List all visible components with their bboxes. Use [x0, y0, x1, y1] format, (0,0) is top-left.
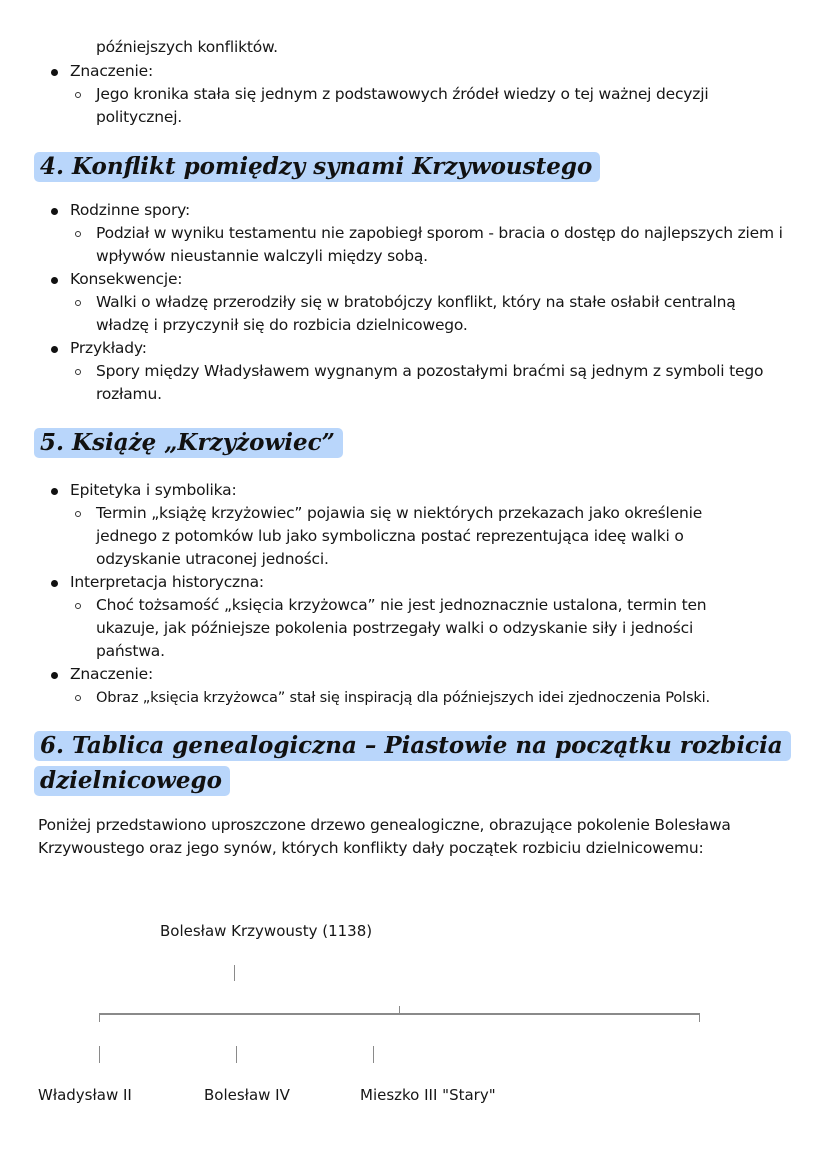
- circle-bullet-icon: [75, 300, 81, 306]
- bullet-icon: [51, 488, 58, 495]
- section-6-heading: [34, 731, 791, 761]
- tree-connector-child-1: [99, 1046, 100, 1063]
- item-label: Epitetyka i symbolika:: [70, 481, 237, 499]
- tree-child-label: Mieszko III "Stary": [360, 1086, 496, 1104]
- bullet-icon: [51, 672, 58, 679]
- circle-bullet-icon: [75, 369, 81, 375]
- circle-bullet-icon: [75, 231, 81, 237]
- bullet-icon: [51, 346, 58, 353]
- list-item: [48, 663, 808, 709]
- bullet-icon: [51, 580, 58, 587]
- circle-bullet-icon: [75, 511, 81, 517]
- list-item: [48, 268, 808, 337]
- section-6-heading-line-1: 6. Tablica genealogiczna – Piastowie na początku rozbicia: [34, 731, 791, 761]
- tree-root-label: Bolesław Krzywousty (1138): [160, 922, 373, 940]
- section-5-heading: [34, 428, 343, 458]
- sub-item-text: Jego kronika stała się jednym z podstawowych źródeł wiedzy o tej ważnej decyzji politycznej.: [96, 85, 709, 126]
- sub-item-text: Obraz „księcia krzyżowca” stał się inspiracją dla późniejszych idei zjednoczenia Polski.: [96, 689, 710, 706]
- item-label: Rodzinne spory:: [70, 201, 190, 219]
- continuation-list: [48, 60, 808, 129]
- tree-connector-child-2: [236, 1046, 237, 1063]
- section-5-heading-text: 5. Książę „Krzyżowiec”: [34, 428, 343, 458]
- section-6-heading-line-2: dzielnicowego: [34, 766, 230, 796]
- list-item: [48, 199, 808, 268]
- list-item: [48, 60, 808, 129]
- bullet-icon: [51, 277, 58, 284]
- list-item: [48, 337, 808, 406]
- sub-item-text: Walki o władzę przerodziły się w bratobójczy konflikt, który na stałe osłabił centralną władzę i przyczynił się do rozbicia dzielnicowego.: [96, 293, 736, 334]
- circle-bullet-icon: [75, 695, 81, 701]
- sub-list-item: [70, 360, 786, 406]
- item-label: Znaczenie:: [70, 665, 154, 683]
- tree-connector-root: [234, 965, 235, 981]
- continuation-line: późniejszych konfliktów.: [96, 38, 278, 56]
- item-label: Przykłady:: [70, 339, 147, 357]
- tree-connector-mid: [399, 1006, 400, 1014]
- tree-connector-left-end: [99, 1013, 100, 1022]
- sub-list-item: [70, 686, 828, 709]
- tree-connector-right-end: [699, 1013, 700, 1022]
- tree-child-label: Bolesław IV: [204, 1086, 290, 1104]
- circle-bullet-icon: [75, 92, 81, 98]
- circle-bullet-icon: [75, 603, 81, 609]
- list-item: [48, 571, 808, 663]
- item-label: Konsekwencje:: [70, 270, 183, 288]
- sub-list-item: [70, 222, 786, 268]
- list-item: [48, 479, 808, 571]
- sub-list-item: [70, 83, 786, 129]
- bullet-icon: [51, 69, 58, 76]
- section-6-intro: Poniżej przedstawiono uproszczone drzewo genealogiczne, obrazujące pokolenie Bolesława Krzywoustego oraz jego synów, których konflikty dały początek rozbiciu dzielnicowemu:: [38, 816, 731, 857]
- sub-list-item: [70, 594, 761, 663]
- sub-list-item: [70, 502, 761, 571]
- sub-item-text: Choć tożsamość „księcia krzyżowca” nie jest jednoznacznie ustalona, termin ten ukazuje, jak późniejsze pokolenia postrzegały walki o odzyskanie siły i jedności państwa.: [96, 596, 707, 660]
- bullet-icon: [51, 208, 58, 215]
- sub-item-text: Spory między Władysławem wygnanym a pozostałymi braćmi są jednym z symboli tego rozłamu.: [96, 362, 764, 403]
- section-4-heading: [34, 152, 600, 182]
- section-4-heading-text: 4. Konflikt pomiędzy synami Krzywoustego: [34, 152, 600, 182]
- section-6-heading-cont: [34, 766, 230, 796]
- item-label: Znaczenie:: [70, 62, 154, 80]
- section-5-list: [48, 479, 808, 709]
- sub-item-text: Podział w wyniku testamentu nie zapobiegł sporom - bracia o dostęp do najlepszych ziem i wpływów nieustannie walczyli między sobą.: [96, 224, 783, 265]
- item-label: Interpretacja historyczna:: [70, 573, 264, 591]
- tree-connector-child-3: [373, 1046, 374, 1063]
- sub-list-item: [70, 291, 746, 337]
- section-4-list: [48, 199, 808, 406]
- sub-item-text: Termin „książę krzyżowiec” pojawia się w niektórych przekazach jako określenie jednego z potomków lub jako symboliczna postać reprezentująca ideę walki o odzyskanie utraconej jedności.: [96, 504, 703, 568]
- tree-child-label: Władysław II: [38, 1086, 132, 1104]
